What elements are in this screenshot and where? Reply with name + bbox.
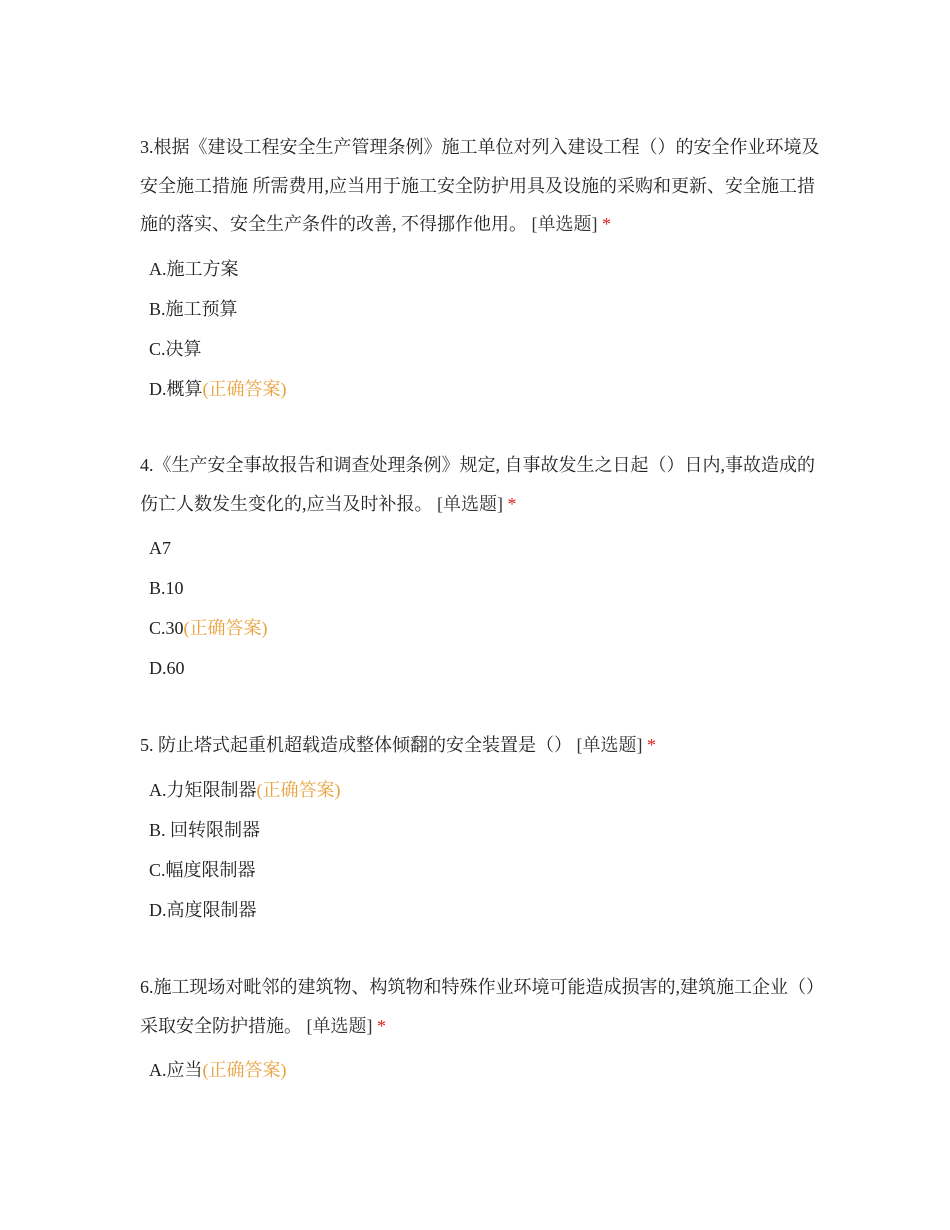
- question-text: [140, 128, 820, 244]
- option-a[interactable]: [149, 528, 820, 568]
- question-type-label: [单选题]: [531, 214, 598, 234]
- option-label: A.施工方案: [149, 258, 239, 279]
- question-stem: 6.施工现场对毗邻的建筑物、构筑物和特殊作业环境可能造成损害的,建筑施工企业（）采取安全防护措施。: [140, 977, 815, 1036]
- option-c[interactable]: [149, 329, 820, 369]
- question-block: [140, 726, 820, 930]
- option-list: [140, 249, 820, 409]
- option-c[interactable]: [149, 850, 820, 890]
- required-marker: *: [507, 493, 517, 514]
- option-d[interactable]: [149, 369, 820, 409]
- question-text: [140, 968, 820, 1045]
- correct-answer-tag: (正确答案): [183, 618, 268, 638]
- option-label: A7: [149, 538, 171, 558]
- option-label: D.高度限制器: [149, 899, 257, 920]
- question-text: [140, 446, 820, 523]
- option-label: B.10: [149, 578, 184, 598]
- question-stem: 4.《生产安全事故报告和调查处理条例》规定, 自事故发生之日起（）日内,事故造成的伤亡人数发生变化的,应当及时补报。: [140, 455, 815, 514]
- required-marker: *: [602, 214, 611, 234]
- option-label: C.幅度限制器: [149, 859, 256, 880]
- correct-answer-tag: (正确答案): [202, 378, 287, 399]
- option-d[interactable]: [149, 890, 820, 930]
- option-b[interactable]: [149, 568, 820, 608]
- option-b[interactable]: [149, 810, 820, 850]
- option-c[interactable]: [149, 608, 820, 648]
- question-type-label: [单选题]: [576, 735, 643, 755]
- option-list: [140, 770, 820, 930]
- option-label: A.应当: [149, 1060, 203, 1080]
- option-label: B.施工预算: [149, 298, 238, 319]
- option-label: C.决算: [149, 338, 202, 359]
- correct-answer-tag: (正确答案): [202, 1060, 287, 1080]
- option-label: D.概算: [149, 378, 203, 399]
- question-type-label: [单选题]: [306, 1015, 373, 1036]
- required-marker: *: [377, 1015, 386, 1036]
- question-block: [140, 968, 820, 1090]
- option-a[interactable]: [149, 770, 820, 810]
- option-label: A.力矩限制器: [149, 779, 257, 800]
- option-label: D.60: [149, 658, 185, 678]
- required-marker: *: [647, 735, 656, 755]
- question-stem: 3.根据《建设工程安全生产管理条例》施工单位对列入建设工程（）的安全作业环境及安全施工措施 所需费用,应当用于施工安全防护用具及设施的采购和更新、安全施工措施的落实、安全生产条件的改善, 不得挪作他用。: [140, 137, 820, 234]
- option-label: B. 回转限制器: [149, 819, 261, 840]
- question-stem: 5. 防止塔式起重机超载造成整体倾翻的安全装置是（）: [140, 735, 572, 755]
- option-list: [140, 1050, 820, 1090]
- question-type-label: [单选题]: [437, 493, 503, 514]
- question-block: [140, 128, 820, 409]
- option-label: C.30: [149, 618, 184, 638]
- option-a[interactable]: [149, 1050, 820, 1090]
- option-a[interactable]: [149, 249, 820, 289]
- correct-answer-tag: (正确答案): [256, 779, 341, 800]
- question-block: [140, 446, 820, 688]
- option-d[interactable]: [149, 648, 820, 688]
- option-list: [140, 528, 820, 688]
- question-text: [140, 726, 820, 765]
- option-b[interactable]: [149, 289, 820, 329]
